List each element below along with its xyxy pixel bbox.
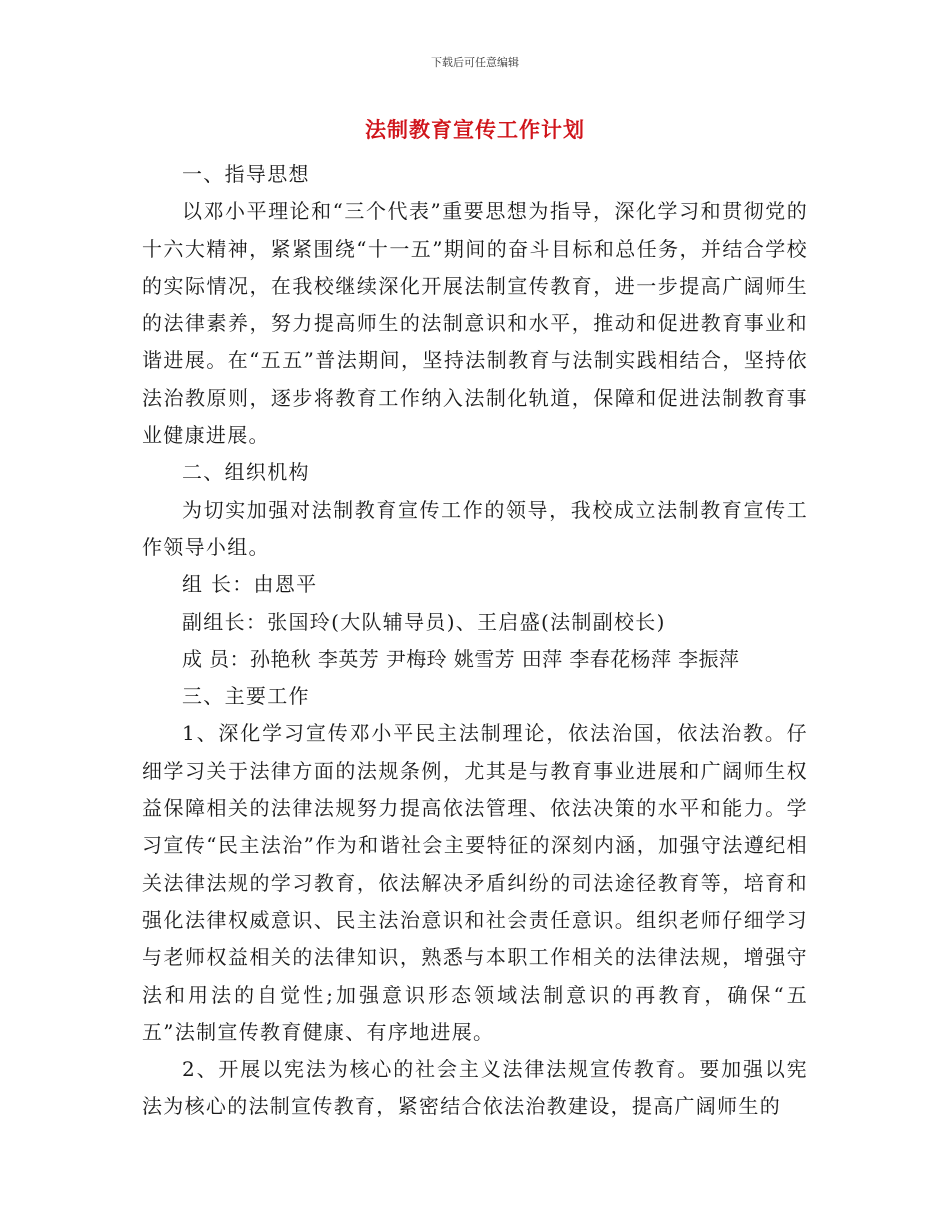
paragraph-work-item-1: 1、深化学习宣传邓小平民主法制理论，依法治国，依法治教。仔细学习关于法律方面的法规条例，尤其是与教育事业进展和广阔师生权益保障相关的法律法规努力提高依法管理、依法决策的水平和能力。学习宣传“民主法治”作为和谐社会主要特征的深刻内涵，加强守法遵纪相关法律法规的学习教育，依法解决矛盾纠纷的司法途径教育等，培育和强化法律权威意识、民主法治意识和社会责任意识。组织老师仔细学习与老师权益相关的法律知识，熟悉与本职工作相关的法律法规，增强守法和用法的自觉性;加强意识形态领域法制意识的再教育，确保“五五”法制宣传教育健康、有序地进展。 [142, 721, 808, 1044]
deputy-leader-line: 副组长：张国玲(大队辅导员)、王启盛(法制副校长) [182, 609, 666, 634]
paragraph-guiding-thought: 以邓小平理论和“三个代表”重要思想为指导，深化学习和贯彻党的十六大精神，紧紧围绕“十一五”期间的奋斗目标和总任务，并结合学校的实际情况，在我校继续深化开展法制宣传教育，进一步提高广阔师生的法律素养，努力提高师生的法制意识和水平，推动和促进教育事业和谐进展。在“五五”普法期间，坚持法制教育与法制实践相结合，坚持依法治教原则，逐步将教育工作纳入法制化轨道，保障和促进法制教育事业健康进展。 [142, 199, 808, 448]
section-heading-main-work: 三、主要工作 [182, 684, 310, 709]
team-leader-line: 组 长：由恩平 [182, 572, 318, 597]
members-line: 成 员：孙艳秋 李英芳 尹梅玲 姚雪芳 田萍 李春花杨萍 李振萍 [182, 646, 740, 671]
section-heading-organization: 二、组织机构 [182, 460, 310, 485]
paragraph-organization: 为切实加强对法制教育宣传工作的领导，我校成立法制教育宣传工作领导小组。 [142, 497, 808, 559]
section-heading-guiding-thought: 一、指导思想 [182, 162, 310, 186]
document-body [142, 156, 808, 1126]
paragraph-work-item-2: 2、开展以宪法为核心的社会主义法律法规宣传教育。要加强以宪法为核心的法制宣传教育，紧密结合依法治教建设，提高广阔师生的 [142, 1057, 808, 1119]
header-note: 下载后可任意编辑 [431, 56, 519, 69]
document-title: 法制教育宣传工作计划 [365, 118, 585, 142]
